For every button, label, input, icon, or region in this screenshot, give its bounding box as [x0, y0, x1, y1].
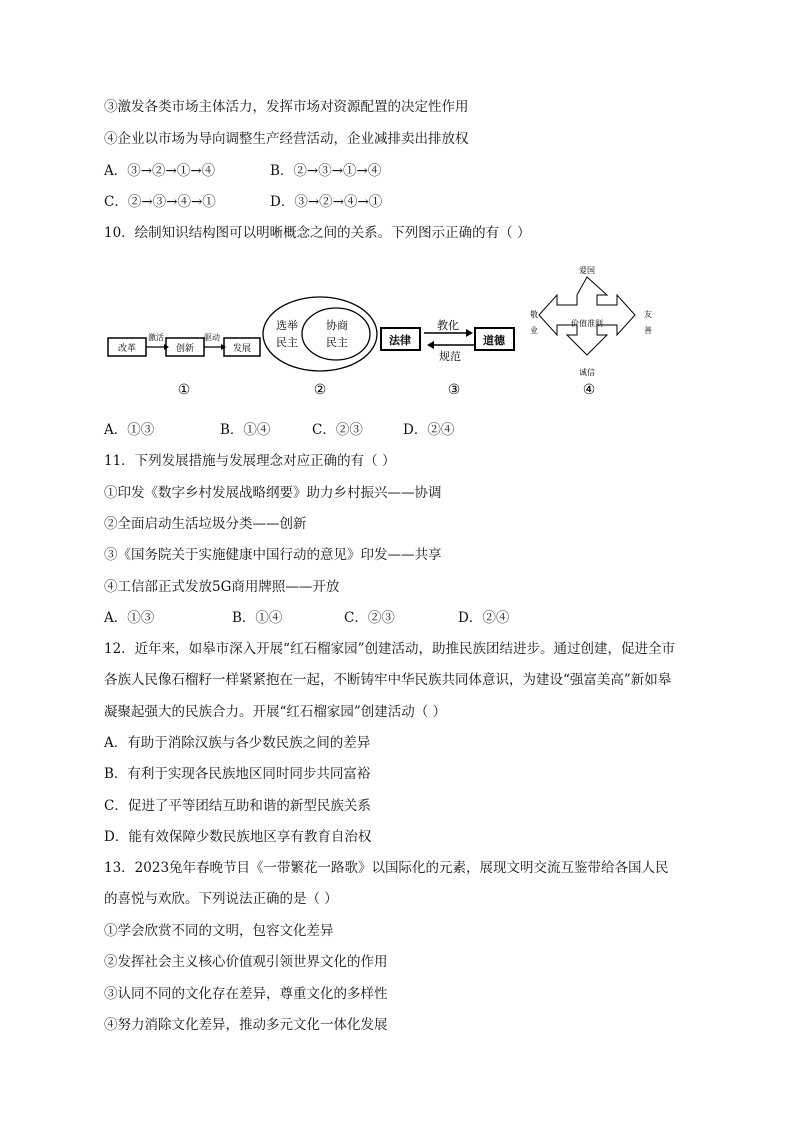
q12-option-d: D．能有效保障少数民族地区享有教育自治权 — [104, 829, 372, 845]
diagram-2-inner-ellipse — [302, 308, 370, 360]
diagram-3 — [381, 318, 514, 398]
diagram-4-number: ④ — [582, 382, 596, 398]
diagram-4 — [530, 265, 652, 398]
q10-stem: 10．绘制知识结构图可以明晰概念之间的关系。下列图示正确的有（ ） — [104, 225, 531, 241]
q13-item-3: ③认同不同的文化存在差异，尊重文化的多样性 — [104, 986, 388, 1002]
diagram-2-outer-ellipse — [263, 297, 377, 371]
q11-option-b: B．①④ — [232, 610, 283, 626]
q10-option-c: C．②③ — [312, 422, 363, 438]
q11-option-d: D．②④ — [458, 610, 510, 626]
diagram-1-box-3-label: 发展 — [232, 344, 252, 354]
q12-stem-line-1: 12．近年来，如皋市深入开展“红石榴家园”创建活动，助推民族团结进步。通过创建，促进全市 — [104, 641, 675, 657]
diagram-4-bottom-label: 诚信 — [579, 368, 595, 377]
diagram-2-outer-label-2: 民主 — [276, 336, 298, 349]
diagram-3-top-arrowhead — [466, 329, 473, 337]
diagram-1-arrow-2-label: 驱动 — [204, 333, 220, 342]
q13-stem-line-1: 13．2023兔年春晚节目《一带繁花一路歌》以国际化的元素，展现文明交流互鉴带给各国人民 — [104, 860, 669, 876]
diagram-2-inner-label-1: 协商 — [326, 319, 348, 332]
q10-option-a: A．①③ — [104, 422, 155, 438]
q11-option-a: A．①③ — [104, 610, 155, 626]
diagram-4-left-label-1: 敬 — [530, 310, 538, 319]
q10-option-d: D．②④ — [403, 422, 455, 438]
q13-item-4: ④努力消除文化差异，推动多元文化一体化发展 — [104, 1017, 388, 1033]
q12-stem-line-2: 各族人民像石榴籽一样紧紧抱在一起，不断铸牢中华民族共同体意识，为建设“强富美高”新如皋 — [104, 672, 672, 688]
q9-item-3: ③激发各类市场主体活力，发挥市场对资源配置的决定性作用 — [104, 99, 469, 115]
diagram-3-right-label: 道德 — [483, 334, 505, 347]
q12-option-c: C．促进了平等团结互助和谐的新型民族关系 — [104, 798, 371, 814]
diagram-2-inner-label-2: 民主 — [326, 336, 348, 349]
diagram-3-bottom-arrowhead — [427, 341, 434, 349]
diagram-1-box-2-label: 创新 — [175, 344, 195, 354]
diagram-3-top-label: 教化 — [437, 319, 459, 332]
q12-option-b: B．有利于实现各民族地区同时同步共同富裕 — [104, 766, 371, 782]
q11-stem: 11．下列发展措施与发展理念对应正确的有（ ） — [104, 453, 396, 469]
q9-option-b: B．②→③→①→④ — [270, 163, 382, 179]
q11-item-1: ①印发《数字乡村发展战略纲要》助力乡村振兴——协调 — [104, 485, 442, 501]
diagram-1-box-1-label: 改革 — [117, 344, 137, 354]
q12-stem-line-3: 凝聚起强大的民族合力。开展“红石榴家园”创建活动（ ） — [104, 704, 447, 720]
q13-item-2: ②发挥社会主义核心价值观引领世界文化的作用 — [104, 954, 388, 970]
q11-item-2: ②全面启动生活垃圾分类——创新 — [104, 516, 307, 532]
diagram-4-right-label-2: 善 — [644, 326, 652, 335]
q9-option-c: C．②→③→④→① — [104, 194, 216, 210]
diagram-3-number: ③ — [447, 382, 461, 398]
diagram-4-top-label: 爱国 — [579, 266, 595, 275]
diagram-3-bottom-label: 规范 — [439, 350, 461, 363]
q13-stem-line-2: 的喜悦与欢欣。下列说法正确的是（ ） — [104, 891, 338, 907]
q10-diagrams — [100, 262, 680, 404]
diagram-2-outer-label-1: 选举 — [276, 319, 298, 332]
q11-option-c: C．②③ — [344, 610, 395, 626]
diagram-4-right-label-1: 友 — [644, 310, 652, 319]
q9-option-a: A．③→②→①→④ — [104, 163, 216, 179]
diagram-3-left-label: 法律 — [389, 334, 411, 347]
q10-option-b: B．①④ — [220, 422, 271, 438]
q9-item-4: ④企业以市场为导向调整生产经营活动，企业减排卖出排放权 — [104, 131, 469, 147]
diagram-4-center-label: 价值准则 — [571, 319, 603, 328]
q9-option-d: D．③→②→④→① — [270, 194, 383, 210]
q13-item-1: ①学会欣赏不同的文明，包容文化差异 — [104, 923, 334, 939]
q12-option-a: A．有助于消除汉族与各少数民族之间的差异 — [104, 735, 371, 751]
diagram-4-four-arrow-shape — [539, 277, 635, 355]
diagram-2 — [263, 297, 377, 398]
diagram-4-left-label-2: 业 — [530, 326, 538, 335]
diagram-1-arrow-1-label: 激活 — [148, 333, 164, 342]
diagram-2-number: ② — [313, 382, 327, 398]
diagram-1 — [108, 332, 260, 398]
q11-item-3: ③《国务院关于实施健康中国行动的意见》印发——共享 — [104, 547, 442, 563]
q11-item-4: ④工信部正式发放5G商用牌照——开放 — [104, 579, 340, 595]
diagram-1-number: ① — [177, 382, 191, 398]
